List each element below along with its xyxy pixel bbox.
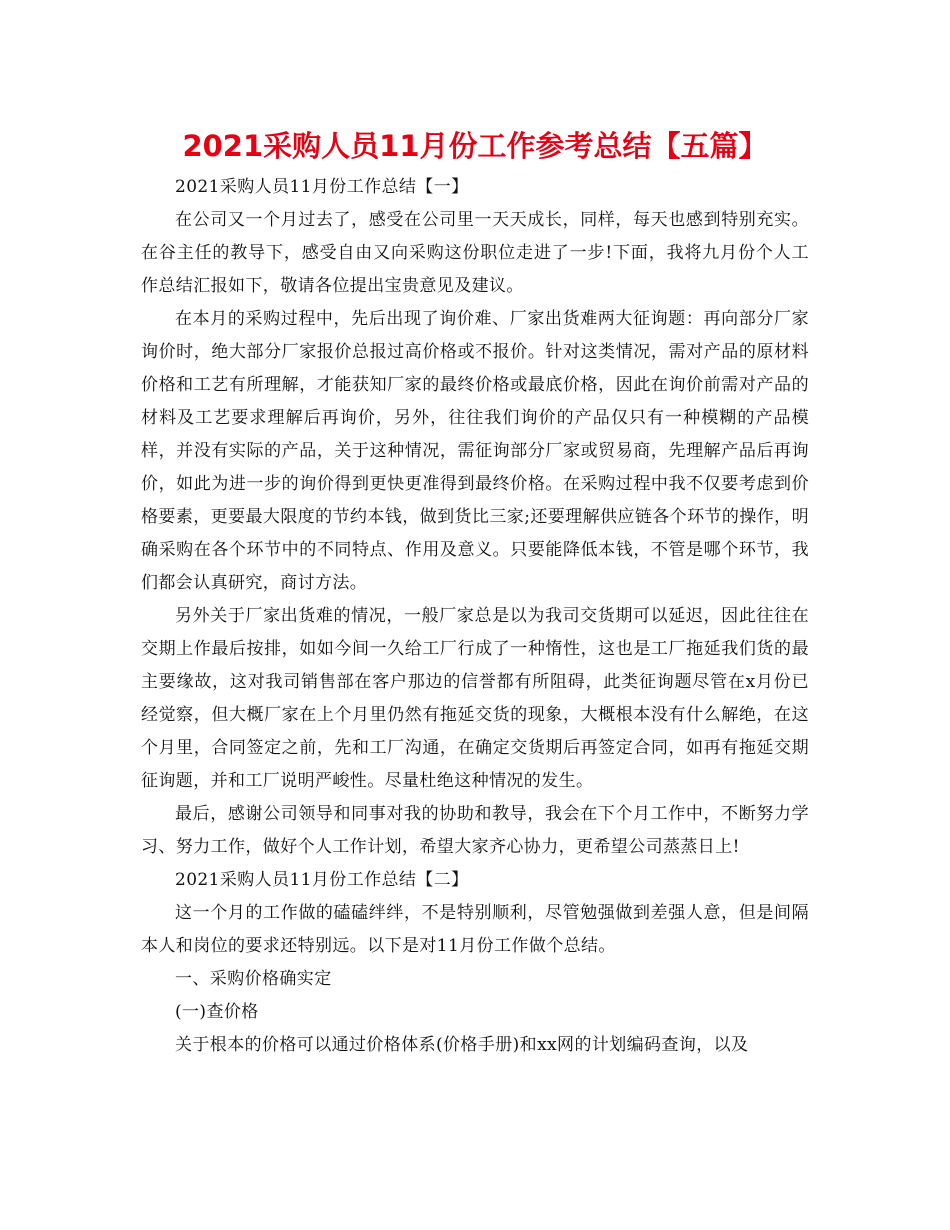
paragraph: 关于根本的价格可以通过价格体系(价格手册)和xx网的计划编码查询，以及 — [175, 1035, 749, 1055]
subsection-heading: (一)查价格 — [175, 1002, 259, 1022]
section-heading-1: 2021采购人员11月份工作总结【一】 — [175, 177, 469, 197]
paragraph: 另外关于厂家出货难的情况，一般厂家总是以为我司交货期可以延迟，因此往往在交期上作最后按排，如如今间一久给工厂行成了一种惰性，这也是工厂拖延我们货的最主要缘故，这对我司销售部在客户那边的信誉都有所阻碍，此类征询题尽管在x月份已经觉察，但大概厂家在上个月里仍然有拖延交货的现象，大概根本没有什么解绝，在这个月里，合同签定之前，先和工厂沟通，在确定交货期后再签定合同，如再有拖延交期征询题，并和工厂说明严峻性。尽量杜绝这种情况的发生。 — [141, 606, 809, 791]
subsection-heading: 一、采购价格确实定 — [175, 969, 332, 989]
document-body — [141, 171, 809, 1062]
paragraph: 在本月的采购过程中，先后出现了询价难、厂家出货难两大征询题：再向部分厂家询价时，绝大部分厂家报价总报过高价格或不报价。针对这类情况，需对产品的原材料价格和工艺有所理解，才能获知厂家的最终价格或最底价格，因此在询价前需对产品的材料及工艺要求理解后再询价，另外，往往我们询价的产品仅只有一种模糊的产品模样，并没有实际的产品，关于这种情况，需征询部分厂家或贸易商，先理解产品后再询价，如此为进一步的询价得到更快更准得到最终价格。在采购过程中我不仅要考虑到价格要素，更要最大限度的节约本钱，做到货比三家;还要理解供应链各个环节的操作，明确采购在各个环节中的不同特点、作用及意义。只要能降低本钱，不管是哪个环节，我们都会认真研究，商讨方法。 — [141, 309, 809, 593]
paragraph: 最后，感谢公司领导和同事对我的协助和教导，我会在下个月工作中，不断努力学习、努力工作，做好个人工作计划，希望大家齐心协力，更希望公司蒸蒸日上! — [141, 804, 809, 857]
document-title: 2021采购人员11月份工作参考总结【五篇】 — [182, 129, 768, 163]
section-heading-2: 2021采购人员11月份工作总结【二】 — [175, 870, 469, 890]
paragraph: 在公司又一个月过去了，感受在公司里一天天成长，同样，每天也感到特别充实。在谷主任的教导下，感受自由又向采购这份职位走进了一步!下面，我将九月份个人工作总结汇报如下，敬请各位提出宝贵意见及建议。 — [141, 210, 809, 296]
paragraph: 这一个月的工作做的磕磕绊绊，不是特别顺利，尽管勉强做到差强人意，但是间隔本人和岗位的要求还特别远。以下是对11月份工作做个总结。 — [141, 903, 809, 956]
